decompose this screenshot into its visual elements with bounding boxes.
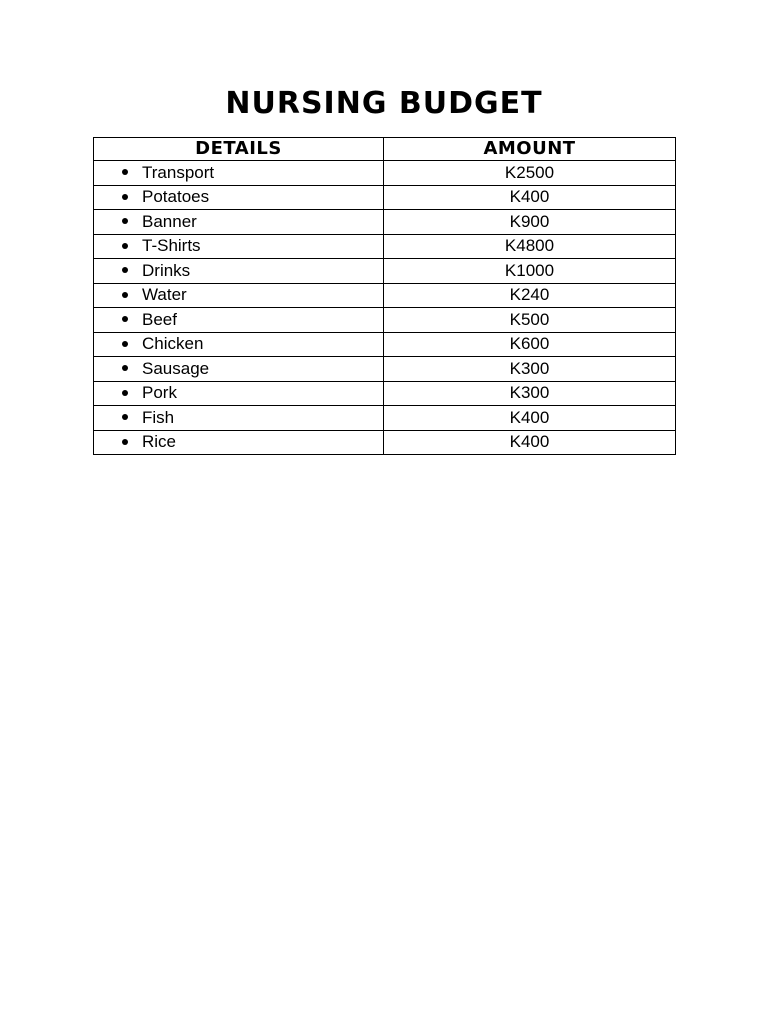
table-row [94,332,676,357]
detail-cell [94,406,384,431]
detail-cell [94,161,384,186]
table-row [94,381,676,406]
detail-label: Transport [142,162,215,182]
amount-cell: K400 [384,406,676,431]
detail-label: Drinks [142,260,191,280]
bullet-icon [122,243,128,249]
bullet-icon [122,341,128,347]
column-header-details: DETAILS [94,138,384,161]
detail-label: Chicken [142,334,204,354]
detail-label: T-Shirts [142,236,201,256]
detail-label: Rice [142,432,177,452]
detail-label: Fish [142,407,175,427]
amount-cell: K1000 [384,259,676,284]
amount-cell: K500 [384,308,676,333]
table-row [94,210,676,235]
detail-label: Water [142,285,187,305]
amount-cell: K2500 [384,161,676,186]
table-row [94,234,676,259]
table-header-row [94,138,676,161]
detail-cell [94,332,384,357]
amount-cell: K4800 [384,234,676,259]
detail-cell [94,430,384,455]
table-row [94,406,676,431]
table-row [94,308,676,333]
table-row [94,259,676,284]
table-row [94,283,676,308]
detail-cell [94,259,384,284]
detail-cell [94,234,384,259]
bullet-icon [122,267,128,273]
bullet-icon [122,439,128,445]
table-row [94,357,676,382]
table-row [94,185,676,210]
bullet-icon [122,414,128,420]
detail-label: Beef [142,309,177,329]
bullet-icon [122,390,128,396]
detail-label: Potatoes [142,187,210,207]
bullet-icon [122,316,128,322]
amount-cell: K300 [384,357,676,382]
bullet-icon [122,169,128,175]
page-title: NURSING BUDGET [225,86,543,121]
bullet-icon [122,194,128,200]
bullet-icon [122,365,128,371]
amount-cell: K400 [384,430,676,455]
bullet-icon [122,292,128,298]
table-row [94,161,676,186]
amount-cell: K400 [384,185,676,210]
detail-label: Pork [142,383,177,403]
column-header-amount: AMOUNT [384,138,676,161]
budget-table [93,137,676,455]
amount-cell: K300 [384,381,676,406]
detail-cell [94,308,384,333]
detail-cell [94,357,384,382]
amount-cell: K240 [384,283,676,308]
detail-label: Banner [142,211,197,231]
detail-cell [94,283,384,308]
table-row [94,430,676,455]
amount-cell: K900 [384,210,676,235]
bullet-icon [122,218,128,224]
detail-cell [94,185,384,210]
detail-label: Sausage [142,358,210,378]
table-body [94,161,676,455]
detail-cell [94,381,384,406]
detail-cell [94,210,384,235]
amount-cell: K600 [384,332,676,357]
